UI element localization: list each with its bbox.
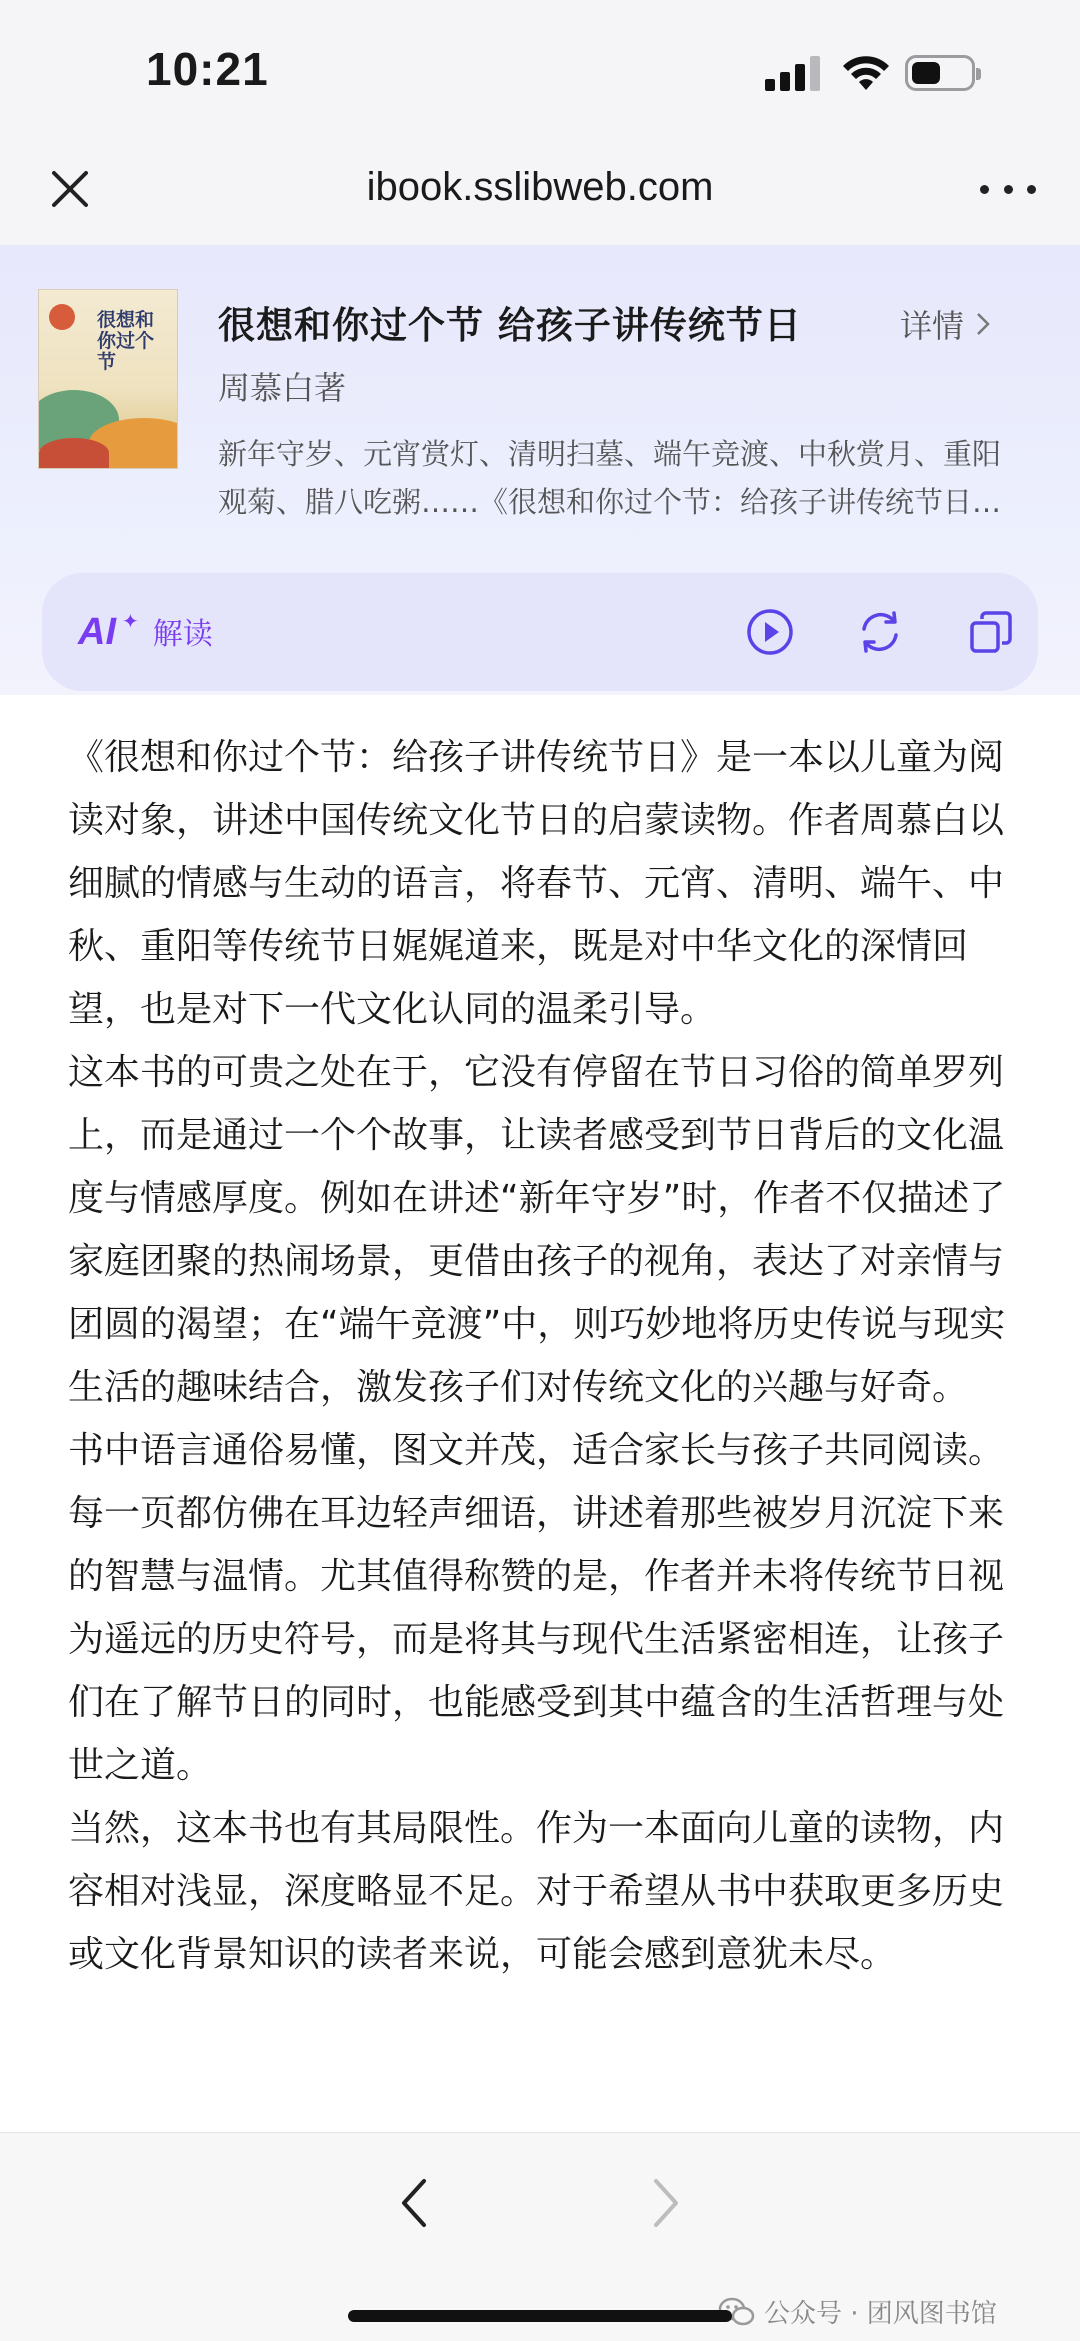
summary-line: 新年守岁、元宵赏灯、清明扫墓、端午竞渡、中秋赏月、重阳	[218, 437, 1002, 471]
status-time: 10:21	[146, 43, 269, 95]
ai-interpretation-bar	[42, 573, 1038, 691]
watermark	[718, 2293, 997, 2330]
cover-title: 很想和你过个节	[97, 309, 155, 373]
article-paragraph: 这本书的可贵之处在于，它没有停留在节日习俗的简单罗列上，而是通过一个个故事，让读者感受到节日背后的文化温度与情感厚度。例如在讲述“新年守岁”时，作者不仅描述了家庭团聚的热闹场景，更借由孩子的视角，表达了对亲情与团圆的渴望；在“端午竞渡”中，则巧妙地将历史传说与现实生活的趣味结合，激发孩子们对传统文化的兴趣与好奇。	[68, 1052, 1006, 1408]
wifi-icon	[840, 52, 892, 92]
article-paragraph: 书中语言通俗易懂，图文并茂，适合家长与孩子共同阅读。每一页都仿佛在耳边轻声细语，讲述着那些被岁月沉淀下来的智慧与温情。尤其值得称赞的是，作者并未将传统节日视为遥远的历史符号，而是将其与现代生活紧密相连，让孩子们在了解节日的同时，也能感受到其中蕴含的生活哲理与处世之道。	[68, 1430, 1005, 1786]
battery-icon	[905, 55, 975, 91]
page-url: ibook.sslibweb.com	[366, 165, 714, 209]
cellular-signal-icon	[765, 55, 823, 91]
book-cover[interactable]	[38, 289, 178, 469]
back-arrow-icon[interactable]	[394, 2173, 434, 2233]
book-summary	[218, 430, 1038, 526]
ai-logo	[78, 609, 213, 654]
summary-line: 观菊、腊八吃粥……《很想和你过个节：给孩子讲传统节日…	[218, 485, 1002, 519]
watermark-text: 公众号 · 团风图书馆	[764, 2299, 997, 2329]
status-bar	[0, 0, 1080, 150]
ai-label: 解读	[152, 617, 213, 652]
copy-icon[interactable]	[966, 607, 1016, 657]
refresh-icon[interactable]	[855, 607, 905, 657]
forward-arrow-icon[interactable]	[646, 2173, 686, 2233]
play-icon[interactable]	[745, 607, 795, 657]
more-options-icon[interactable]	[980, 174, 1036, 204]
home-indicator[interactable]	[348, 2310, 732, 2322]
book-author: 周慕白著	[218, 369, 347, 407]
book-title: 很想和你过个节 给孩子讲传统节日	[218, 304, 802, 347]
ai-logo-text: AI	[78, 611, 116, 653]
chevron-right-icon	[976, 312, 990, 336]
details-label: 详情	[900, 307, 965, 345]
details-link[interactable]	[900, 301, 990, 347]
article-paragraph: 当然，这本书也有其局限性。作为一本面向儿童的读物，内容相对浅显，深度略显不足。对于希望从书中获取更多历史或文化背景知识的读者来说，可能会感到意犹未尽。	[68, 1808, 1005, 1975]
ai-interpretation-text	[68, 726, 1028, 1986]
browser-header	[0, 150, 1080, 245]
sparkle-icon: ✦	[122, 609, 139, 633]
battery-level	[912, 62, 940, 84]
article-paragraph: 《很想和你过个节：给孩子讲传统节日》是一本以儿童为阅读对象，讲述中国传统文化节日的启蒙读物。作者周慕白以细腻的情感与生动的语言，将春节、元宵、清明、端午、中秋、重阳等传统节日娓娓道来，既是对中华文化的深情回望，也是对下一代文化认同的温柔引导。	[68, 737, 1005, 1030]
